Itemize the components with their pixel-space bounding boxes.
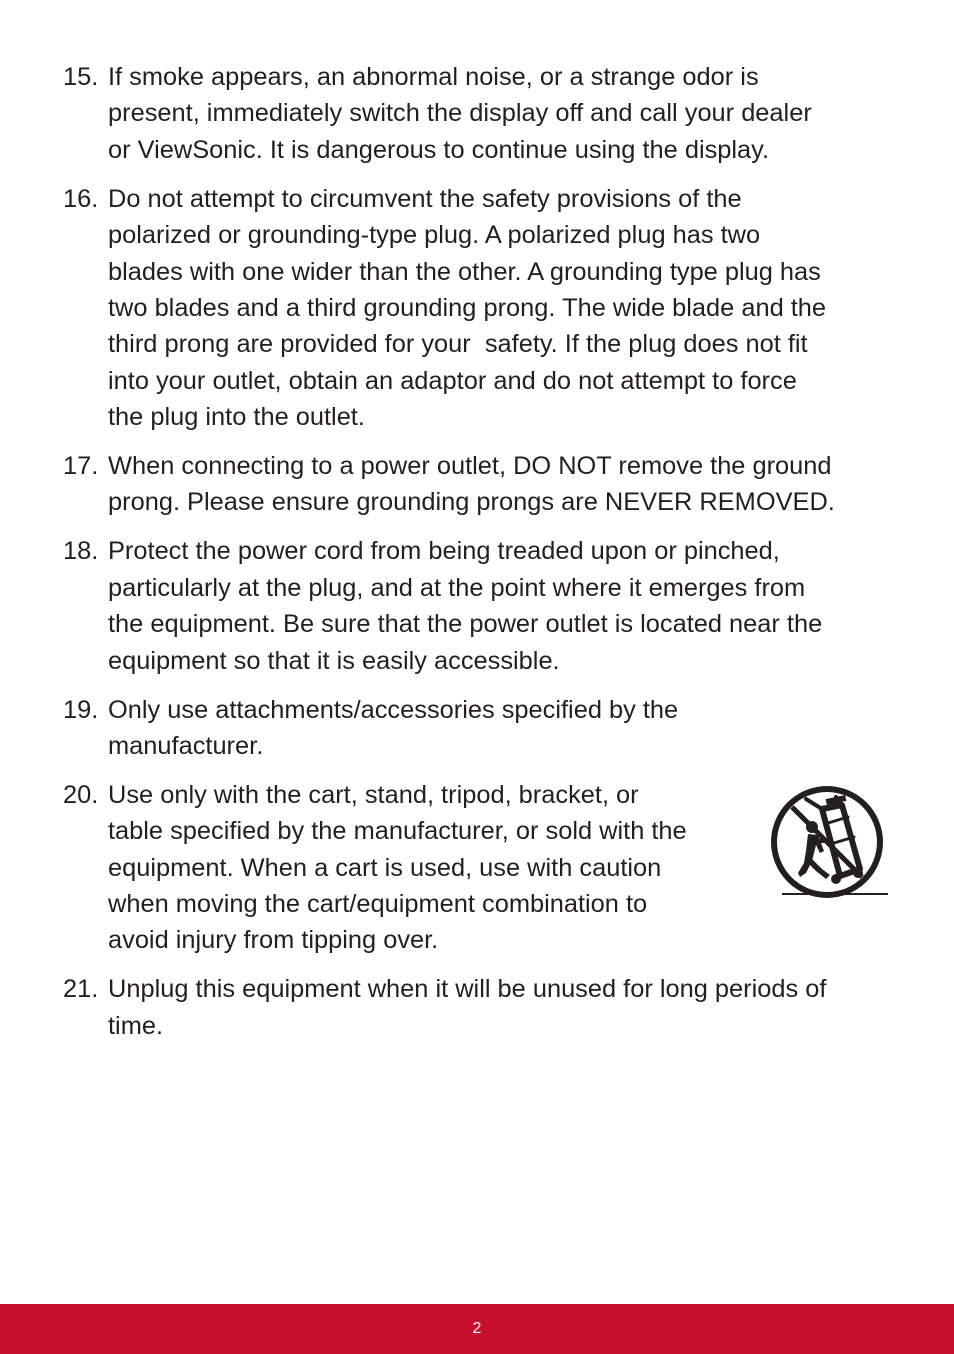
item-text: When connecting to a power outlet, DO NOT remove the ground prong. Please ensure grounding prongs are NEVER REMOVED. (108, 452, 835, 517)
list-item-18 (0, 533, 954, 679)
list-item-21 (0, 971, 954, 1044)
list-item-16 (0, 181, 954, 436)
safety-instructions-list (0, 59, 954, 1057)
list-item-19 (0, 692, 954, 765)
item-text: If smoke appears, an abnormal noise, or a strange odor is present, immediately switch the display off and call your dealer or ViewSonic. It is dangerous to continue using the display. (108, 63, 812, 164)
page-number: 2 (472, 1320, 482, 1337)
item-text: Unplug this equipment when it will be unused for long periods of time. (108, 975, 827, 1040)
list-item-17 (0, 448, 954, 521)
item-text: Only use attachments/accessories specified by the manufacturer. (108, 695, 679, 760)
list-item-15 (0, 59, 954, 168)
cart-tip-over-warning-icon (766, 783, 890, 903)
item-number: 17. (63, 452, 99, 481)
item-text: Do not attempt to circumvent the safety provisions of the polarized or grounding-type plug. A polarized plug has two blades with one wider than the other. A grounding type plug has two blades and a third grounding prong. The wide blade and the third prong are provided for your safety. If the plug does not fit into your outlet, obtain an adaptor and do not attempt to force the plug into the outlet. (108, 184, 827, 432)
item-number: 18. (63, 537, 99, 566)
item-number: 19. (63, 695, 99, 724)
item-number: 21. (63, 975, 99, 1004)
item-number: 20. (63, 780, 99, 809)
item-number: 15. (63, 63, 99, 91)
footer-bar (0, 1304, 954, 1354)
item-text: Use only with the cart, stand, tripod, bracket, or table specified by the manufacturer, or sold with the equipment. When a cart is used, use with caution when moving the cart/equipment combination to avoid injury from tipping over. (108, 780, 687, 955)
item-text: Protect the power cord from being treaded upon or pinched, particularly at the plug, and at the point where it emerges from the equipment. Be sure that the power outlet is located near the equipment so that it is easily accessible. (108, 537, 823, 675)
item-number: 16. (63, 184, 99, 213)
